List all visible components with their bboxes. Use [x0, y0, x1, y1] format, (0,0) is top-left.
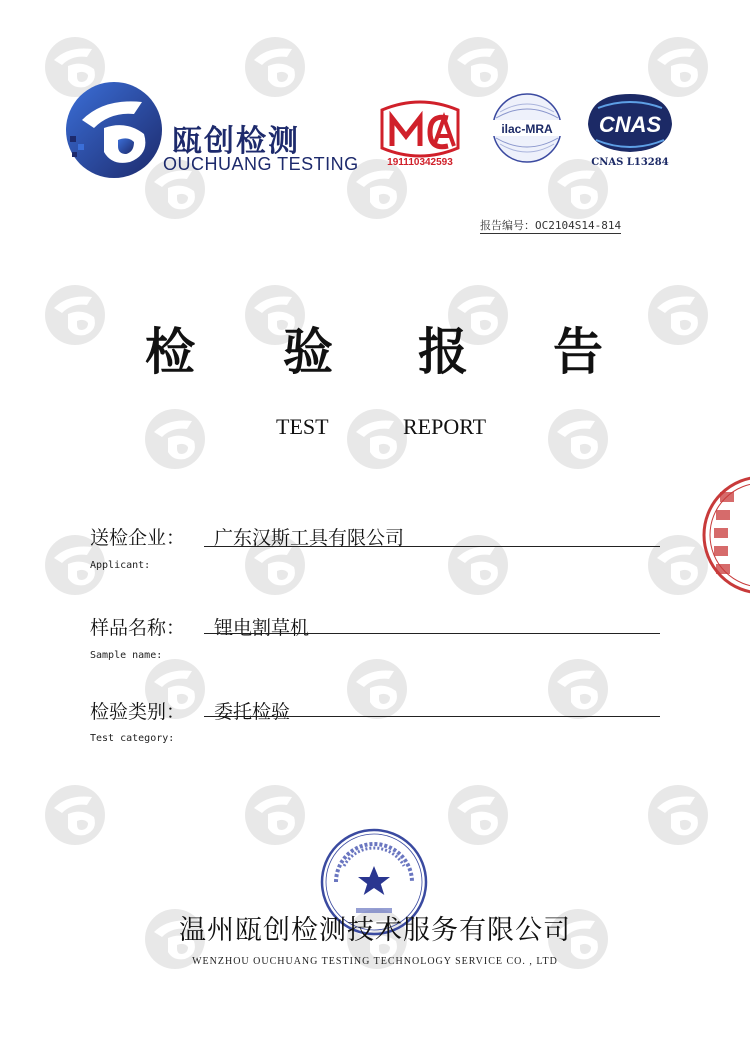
watermark-logo-icon — [445, 782, 511, 848]
watermark-logo-icon — [344, 656, 410, 722]
sample-value: 锂电割草机 — [214, 617, 310, 639]
title-char: 报 — [418, 323, 468, 381]
watermark-logo-icon — [645, 34, 711, 100]
sample-underline — [204, 633, 660, 634]
logo-text-en: OUCHUANG TESTING — [163, 154, 359, 174]
watermark-logo-icon — [142, 406, 208, 472]
title-char: 验 — [283, 323, 333, 381]
watermark-logo-icon — [445, 34, 511, 100]
partial-red-seal-icon — [702, 470, 750, 600]
category-underline — [204, 716, 660, 717]
watermark-logo-icon — [645, 282, 711, 348]
watermark-logo-icon — [645, 782, 711, 848]
sample-label-en: Sample name: — [90, 650, 163, 661]
category-value: 委托检验 — [214, 701, 291, 723]
watermark-logo-icon — [344, 406, 410, 472]
ilac-mra-label: ilac-MRA — [501, 122, 553, 136]
organization-name-en: WENZHOU OUCHUANG TESTING TECHNOLOGY SERVICE CO. , LTD — [192, 956, 558, 967]
category-label: 检验类别： — [90, 701, 186, 723]
page-title-en-report: REPORT — [403, 414, 487, 439]
watermark-logo-icon — [445, 532, 511, 598]
report-number: 报告编号：OC2104S14-814 — [480, 219, 622, 232]
category-label-en: Test category: — [90, 733, 175, 744]
sample-label: 样品名称： — [90, 617, 186, 639]
cnas-number: CNAS L13284 — [591, 157, 669, 168]
logo-text-cn: 瓯创检测 — [172, 124, 300, 159]
cnas-label: CNAS — [598, 112, 662, 137]
cma-number: 191110342593 — [387, 157, 453, 168]
watermark-logo-icon — [42, 282, 108, 348]
ilac-mra-icon — [486, 92, 568, 164]
page-title-en-test: TEST — [276, 414, 329, 439]
applicant-value: 广东汉斯工具有限公司 — [214, 527, 405, 549]
applicant-underline — [204, 546, 660, 547]
watermark-logo-icon — [42, 782, 108, 848]
organization-name-cn: 温州瓯创检测技术服务有限公司 — [179, 915, 571, 946]
applicant-label: 送检企业： — [90, 527, 186, 549]
title-char: 告 — [553, 323, 603, 381]
title-char: 检 — [145, 323, 195, 381]
watermark-logo-icon — [242, 782, 308, 848]
applicant-label-en: Applicant: — [90, 560, 151, 571]
watermark-logo-icon — [545, 656, 611, 722]
cnas-accreditation-icon — [584, 92, 676, 162]
watermark-logo-icon — [545, 406, 611, 472]
